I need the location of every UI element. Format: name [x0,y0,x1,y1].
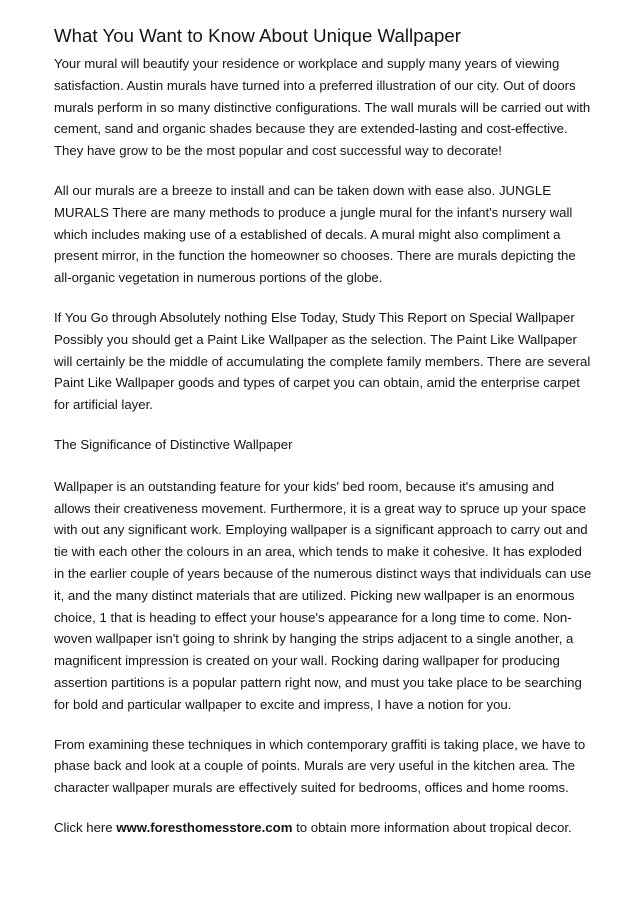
paragraph-jungle-murals: All our murals are a breeze to install and can be taken down with ease also. JUNGLE MURALS There are many methods to produce a jungle mural for the infant's nursery wall which includes making use of a established of decals. A mural might also compliment a present mirror, in the function the homeowner so chooses. There are murals depicting the all-organic vegetation in numerous portions of the globe. [54,182,576,286]
paragraph-paint-like-wallpaper: If You Go through Absolutely nothing Else Today, Study This Report on Special Wallpaper Possibly you should get a Paint Like Wallpaper as the selection. The Paint Like Wallpaper will certainly be the middle of accumulating the complete family members. There are several Paint Like Wallpaper goods and types of carpet you can obtain, amid the enterprise carpet for artificial layer. [54,309,591,413]
closing-text-after: to obtain more information about tropical decor. [292,819,572,835]
section-heading: The Significance of Distinctive Wallpaper [54,436,293,452]
paragraph-intro: Your mural will beautify your residence or workplace and supply many years of viewing satisfaction. Austin murals have turned into a preferred illustration of our city. Out of doors murals perform in so many distinctive configurations. The wall murals will be carried out with cement, sand and organic shades because they are extended-lasting and cost-effective. They have grow to be the most popular and cost successful way to decorate! [54,56,591,159]
document-title: What You Want to Know About Unique Wallpaper [54,25,462,46]
closing-paragraph [54,817,594,839]
closing-text-before: Click here [54,819,117,835]
paragraph-graffiti: From examining these techniques in which contemporary graffiti is taking place, we have to phase back and look at a couple of points. Murals are very useful in the kitchen area. The character wallpaper murals are effectively suited for bedrooms, offices and home rooms. [54,736,586,796]
paragraph-wallpaper-feature: Wallpaper is an outstanding feature for your kids' bed room, because it's amusing and allows their creativeness movement. Furthermore, it is a great way to spruce up your space with out any significant work. Employing wallpaper is a significant approach to carry out and tie with each other the colours in an area, which tends to make it cohesive. It has exploded in the earlier couple of years because of the numerous distinct ways that individuals can use it, and the many distinct materials that are utilized. Picking new wallpaper is an enormous choice, 1 that is heading to effect your house's appearance for a long time to come. Non-woven wallpaper isn't going to shrink by hanging the strips adjacent to a single another, a magnificent impression is created on your wall. Rocking daring wallpaper for producing assertion partitions is a popular pattern right now, and must you take place to be searching for bold and particular wallpaper to excite and impress, I have a notion for you. [54,478,592,712]
store-link[interactable]: www.foresthomesstore.com [116,819,293,835]
document-page [54,24,594,857]
